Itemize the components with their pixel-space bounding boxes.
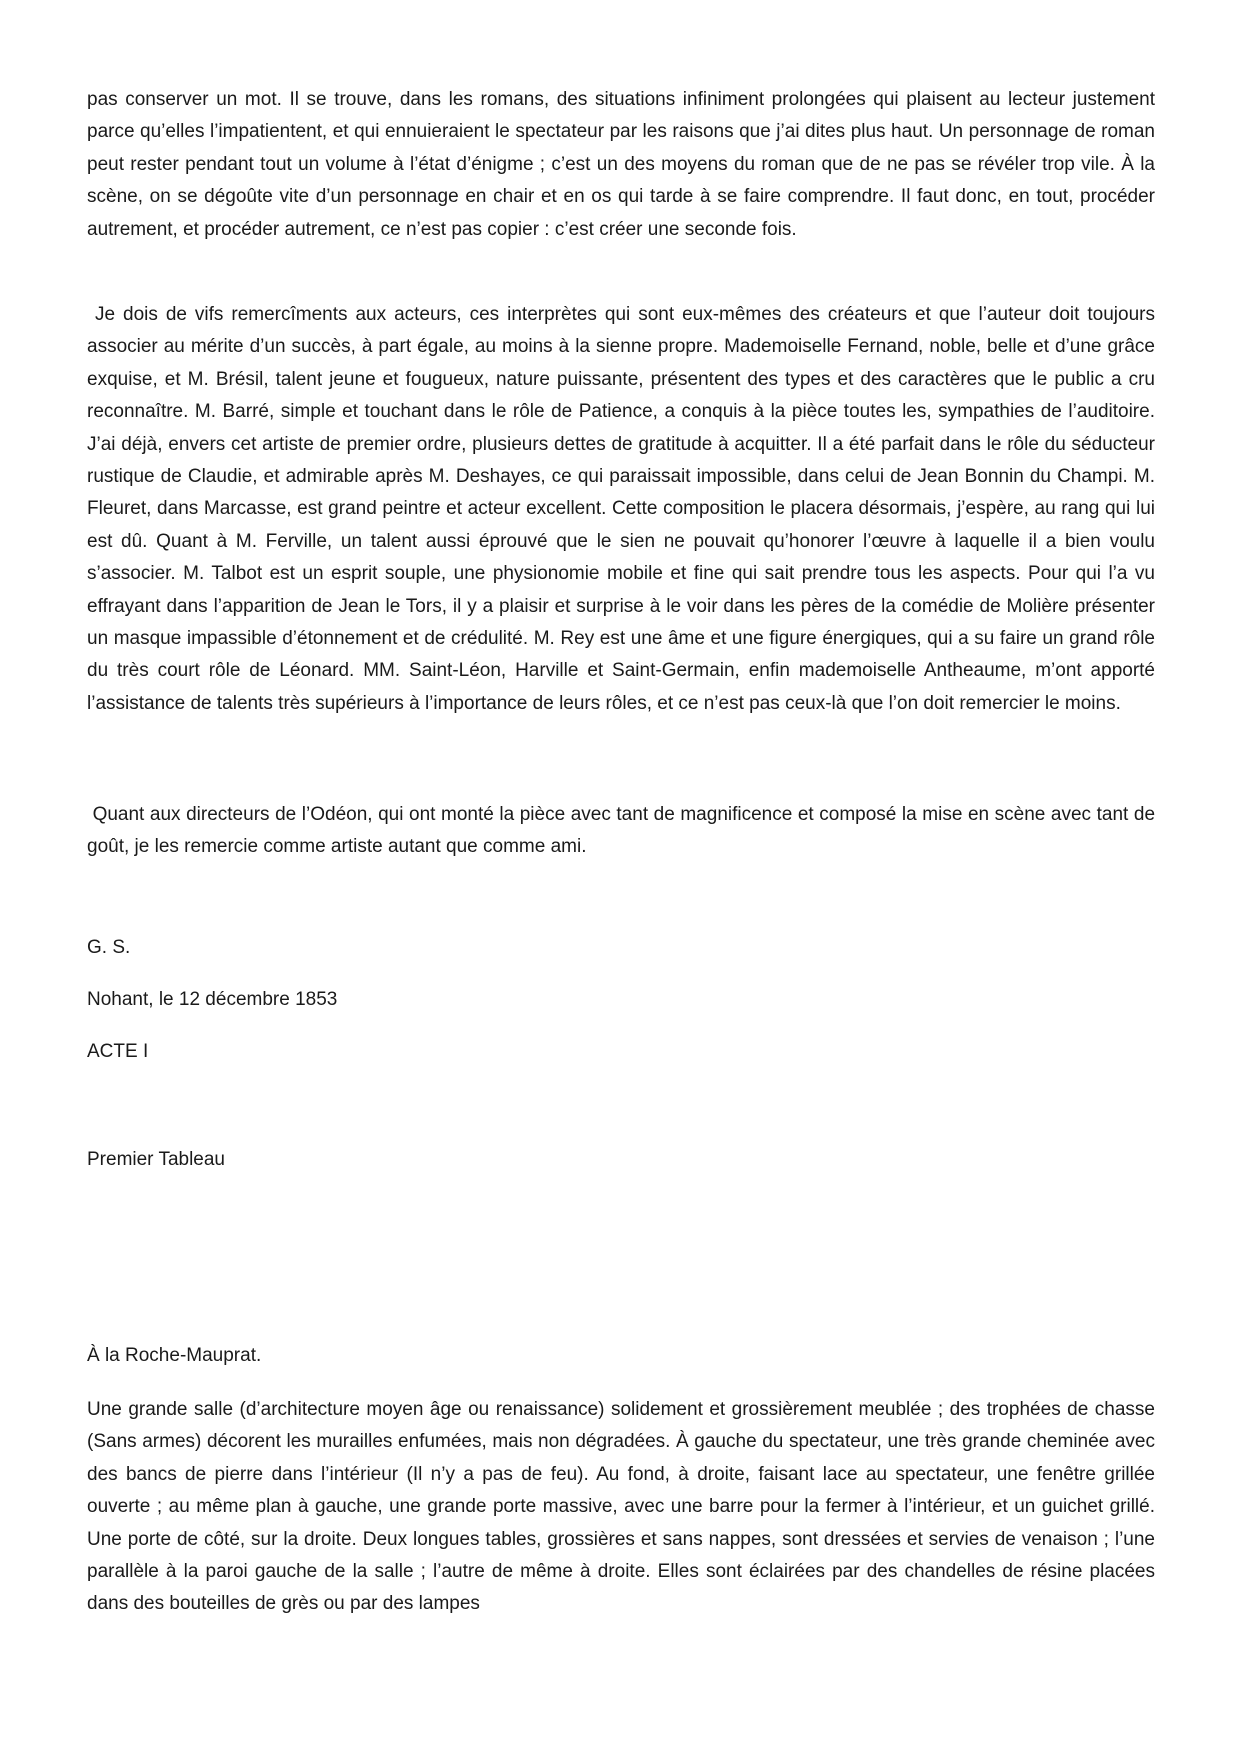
paragraph-actors-thanks: Je dois de vifs remercîments aux acteurs, ces interprètes qui sont eux-mêmes des créateurs et que l’auteur doit toujours associer au mérite d’un succès, à part égale, au moins à la sienne propre. Mademoiselle Fernand, noble, belle et d’une grâce exquise, et M. Brésil, talent jeune et fougueux, nature puissante, présentent des types et des caractères que le public a cru reconnaître. M. Barré, simple et touchant dans le rôle de Patience, a conquis à la pièce toutes les, sympathies de l’auditoire. J’ai déjà, envers cet artiste de premier ordre, plusieurs dettes de gratitude à acquitter. Il a été parfait dans le rôle du séducteur rustique de Claudie, et admirable après M. Deshayes, ce qui paraissait impossible, dans celui de Jean Bonnin du Champi. M. Fleuret, dans Marcasse, est grand peintre et acteur excellent. Cette composition le placera désormais, j’espère, au rang qui lui est dû. Quant à M. Ferville, un talent aussi éprouvé que le sien ne pouvait qu’honorer l’œuvre à laquelle il a bien voulu s’associer. M. Talbot est un esprit souple, une physionomie mobile et fine qui sait prendre tous les aspects. Pour qui l’a vu effrayant dans l’apparition de Jean le Tors, il y a plaisir et surprise à le voir dans les pères de la comédie de Molière présenter un masque impassible d’étonnement et de crédulité. M. Rey est une âme et une figure énergiques, qui a su faire un grand rôle du très court rôle de Léonard. MM. Saint-Léon, Harville et Saint-Germain, enfin mademoiselle Antheaume, m’ont apporté l’assistance de talents très supérieurs à l’importance de leurs rôles, et ce n’est pas ceux-là que l’on doit remercier le moins. [87, 304, 1155, 714]
stage-description: Une grande salle (d’architecture moyen âge ou renaissance) solidement et grossièrement meublée ; des trophées de chasse (Sans armes) décorent les murailles enfumées, mais non dégradées. À gauche du spectateur, une très grande cheminée avec des bancs de pierre dans l’intérieur (Il n’y a pas de feu). Au fond, à droite, faisant lace au spectateur, une fenêtre grillée ouverte ; au même plan à gauche, une grande porte massive, avec une barre pour la fermer à l’intérieur, et un guichet grillé. Une porte de côté, sur la droite. Deux longues tables, grossières et sans nappes, sont dressées et servies de venaison ; l’une parallèle à la paroi gauche de la salle ; l’autre de même à droite. Elles sont éclairées par des chandelles de résine placées dans des bouteilles de grès ou par des lampes [87, 1399, 1155, 1615]
place-date: Nohant, le 12 décembre 1853 [87, 989, 338, 1010]
tableau-heading: Premier Tableau [87, 1149, 226, 1170]
act-heading: ACTE I [87, 1041, 149, 1062]
paragraph-directors-thanks: Quant aux directeurs de l’Odéon, qui ont monté la pièce avec tant de magnificence et composé la mise en scène avec tant de goût, je les remercie comme artiste autant que comme ami. [87, 804, 1156, 858]
signature: G. S. [87, 937, 131, 958]
paragraph-adaptation: pas conserver un mot. Il se trouve, dans les romans, des situations infiniment prolongées qui plaisent au lecteur justement parce qu’elles l’impatientent, et qui ennuieraient le spectateur par les raisons que j’ai dites plus haut. Un personnage de roman peut rester pendant tout un volume à l’état d’énigme ; c’est un des moyens du roman que de ne pas se révéler trop vile. À la scène, on se dégoûte vite d’un personnage en chair et en os qui tarde à se faire comprendre. Il faut donc, en tout, procéder autrement, et procéder autrement, ce n’est pas copier : c’est créer une seconde fois. [87, 89, 1155, 240]
scene-location: À la Roche-Mauprat. [87, 1345, 262, 1366]
